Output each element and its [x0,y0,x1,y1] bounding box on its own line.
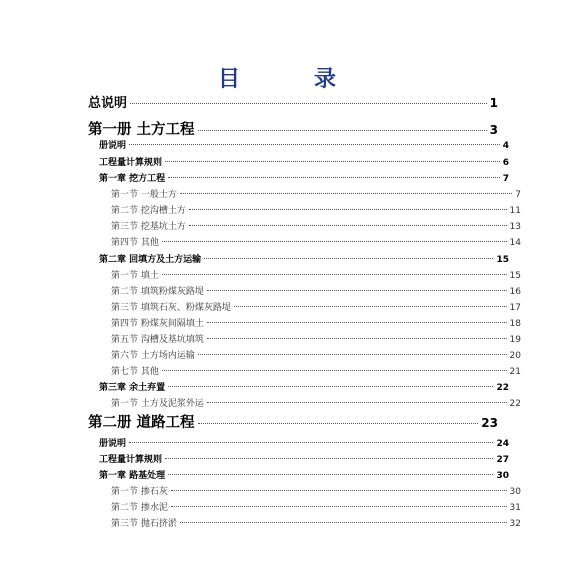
toc-page-number: 4 [502,141,509,151]
toc-entry[interactable] [88,252,509,265]
dot-leader [129,144,500,145]
toc-entry[interactable] [88,436,509,449]
toc-entry[interactable] [88,411,498,432]
toc-entry-label: 第五节 沟槽及基坑填筑 [111,335,204,345]
toc-entry-label: 第一节 土方及泥浆外运 [111,399,204,409]
dot-leader [168,474,493,475]
toc-entry[interactable] [88,187,521,200]
dot-leader [207,322,507,323]
toc-entry[interactable] [88,268,521,281]
dot-leader [198,423,479,424]
dot-leader [198,130,487,131]
toc-entry[interactable] [88,500,521,513]
toc-page-number: 14 [509,238,521,248]
toc-entry-label: 第四节 其他 [111,238,159,248]
toc-page-number: 1 [489,96,498,110]
toc-entry[interactable] [88,203,521,216]
toc-entry[interactable] [88,300,521,313]
toc-page-number: 15 [496,255,509,265]
toc-page-number: 27 [496,455,509,465]
toc-entry-label: 第二节 挖沟槽土方 [111,206,186,216]
toc-page-number: 18 [509,319,521,329]
dot-leader [129,442,493,443]
dot-leader [207,402,507,403]
dot-leader [165,161,500,162]
toc-entry-label: 第一册 土方工程 [88,122,195,138]
toc-page-number: 19 [509,335,521,345]
dot-leader [180,193,512,194]
toc-entry-label: 第三节 抛石挤淤 [111,519,177,529]
toc-entry-label: 册说明 [99,439,127,449]
toc-entry-label: 第三节 填筑石灰、粉煤灰路堤 [111,303,231,313]
toc-page-number: 22 [509,399,521,409]
dot-leader [198,354,507,355]
dot-leader [165,458,493,459]
toc-entry-label: 第一节 掺石灰 [111,487,168,497]
toc-entry-label: 册说明 [99,141,127,151]
toc-entry[interactable] [88,118,498,139]
toc-page-number: 31 [509,503,521,513]
dot-leader [189,209,507,210]
toc-entry-label: 工程量计算规则 [99,455,163,465]
toc-entry-label: 第一节 一般土方 [111,190,177,200]
toc-title: 目 录 [217,67,362,92]
toc-page-number: 22 [496,383,509,393]
toc-entry-label: 第七节 其他 [111,367,159,377]
toc-page-number: 6 [502,158,509,168]
toc-page-number: 23 [481,416,498,430]
toc-entry-label: 第二册 道路工程 [88,415,195,431]
toc-entry-label: 第六节 土方场内运输 [111,351,195,361]
toc-entry[interactable] [88,468,509,481]
toc-page-number: 30 [496,471,509,481]
toc-page-number: 13 [509,222,521,232]
dot-leader [171,506,507,507]
toc-entry-label: 第一节 填土 [111,271,159,281]
toc-page-number: 7 [502,174,509,184]
dot-leader [189,225,507,226]
dot-leader [234,306,507,307]
toc-page-number: 21 [509,367,521,377]
dot-leader [168,386,493,387]
dot-leader [162,370,507,371]
toc-entry[interactable] [88,284,521,297]
toc-page-number: 16 [509,287,521,297]
toc-page-number: 24 [496,439,509,449]
toc-entry-label: 第二章 回填方及土方运输 [99,255,202,265]
toc-entry[interactable] [88,396,521,409]
toc-entry-label: 第四节 粉煤灰间隔填土 [111,319,204,329]
dot-leader [168,177,500,178]
dot-leader [207,290,507,291]
toc-entry[interactable] [88,452,509,465]
dot-leader [207,338,507,339]
toc-entry[interactable] [88,380,509,393]
toc-entry[interactable] [88,364,521,377]
toc-entry[interactable] [88,235,521,248]
toc-page-number: 11 [509,206,521,216]
toc-entry-label: 总说明 [88,96,128,111]
toc-entry-label: 工程量计算规则 [99,158,163,168]
toc-entry[interactable] [88,316,521,329]
dot-leader [204,258,493,259]
toc-entry[interactable] [88,138,509,151]
toc-entry[interactable] [88,171,509,184]
toc-entry-label: 第二节 掺水泥 [111,503,168,513]
toc-page-number: 17 [509,303,521,313]
toc-entry[interactable] [88,516,521,529]
toc-entry[interactable] [88,484,521,497]
toc-entry[interactable] [88,92,498,111]
toc-entry[interactable] [88,348,521,361]
toc-entry[interactable] [88,332,521,345]
toc-page-number: 32 [509,519,521,529]
toc-entry[interactable] [88,155,509,168]
toc-page-number: 20 [509,351,521,361]
toc-entry-label: 第三章 余土弃置 [99,383,166,393]
dot-leader [162,241,507,242]
toc-entry-label: 第三节 挖基坑土方 [111,222,186,232]
toc-entry-label: 第一章 路基处理 [99,471,166,481]
toc-entry[interactable] [88,219,521,232]
dot-leader [171,490,507,491]
toc-entry-label: 第二节 填筑粉煤灰路堤 [111,287,204,297]
toc-entry-label: 第一章 挖方工程 [99,174,166,184]
toc-page-number: 3 [489,123,498,137]
toc-page-number: 30 [509,487,521,497]
dot-leader [162,274,507,275]
dot-leader [130,103,487,104]
dot-leader [180,522,507,523]
toc-page-number: 7 [515,190,521,200]
toc-page-number: 15 [509,271,521,281]
